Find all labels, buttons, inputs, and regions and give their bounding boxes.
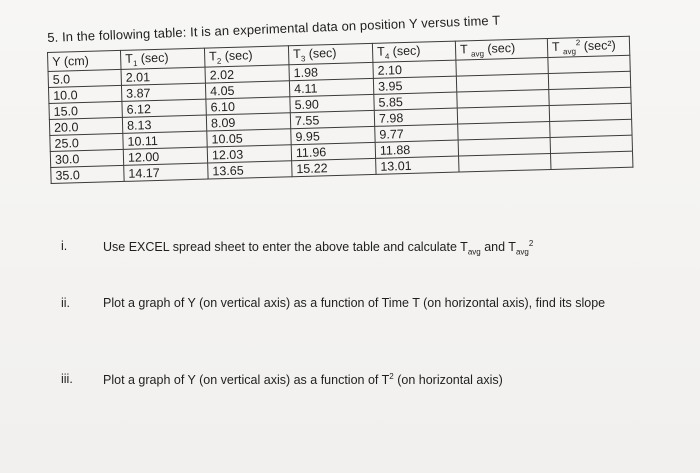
header-subscript: 4 bbox=[384, 51, 390, 61]
header-main: T bbox=[208, 49, 218, 64]
header-main: T bbox=[376, 44, 385, 59]
column-header-3 bbox=[288, 43, 372, 64]
header-unit: (sec) bbox=[483, 40, 516, 56]
table-cell: 3.95 bbox=[373, 76, 456, 94]
table-cell: 15.0 bbox=[49, 101, 122, 119]
table-cell: 1.98 bbox=[289, 62, 373, 80]
table-cell bbox=[459, 153, 551, 172]
header-main: T bbox=[292, 46, 301, 61]
task-number: iii. bbox=[61, 372, 73, 386]
header-unit: (sec) bbox=[137, 50, 169, 66]
table-cell: 3.87 bbox=[121, 83, 205, 101]
table-cell: 9.77 bbox=[375, 124, 458, 142]
table-cell: 13.01 bbox=[376, 156, 459, 174]
task-text: Plot a graph of Y (on vertical axis) as a function of $T^2$ (on horizontal axis) bbox=[103, 372, 503, 388]
header-subscript: avg bbox=[470, 49, 485, 59]
table-cell: 20.0 bbox=[49, 117, 122, 135]
table-cell: 25.0 bbox=[50, 133, 123, 151]
column-header-5 bbox=[455, 39, 547, 61]
table-cell: 13.65 bbox=[208, 161, 292, 179]
table-cell: 9.95 bbox=[291, 126, 375, 144]
table-cell: 2.01 bbox=[121, 67, 205, 85]
header-main: Y (cm) bbox=[52, 53, 90, 69]
column-header-4 bbox=[372, 41, 455, 62]
table-cell: 4.05 bbox=[205, 81, 289, 99]
header-main: T bbox=[125, 51, 134, 66]
header-main: T bbox=[459, 41, 472, 57]
question-heading: 5. In the following table: It is an experimental data on position Y versus time T bbox=[47, 12, 501, 45]
header-unit: (sec²) bbox=[580, 38, 616, 54]
table-cell: 8.09 bbox=[206, 113, 290, 131]
column-header-2 bbox=[204, 46, 288, 67]
table-cell: 6.12 bbox=[122, 99, 206, 117]
header-subscript: avg bbox=[562, 47, 577, 57]
table-cell: 15.22 bbox=[292, 158, 376, 176]
header-superscript: 2 bbox=[575, 38, 581, 48]
table-cell: 5.0 bbox=[48, 69, 121, 87]
table-cell: 5.85 bbox=[374, 92, 457, 110]
data-table-container bbox=[47, 36, 633, 184]
table-body bbox=[48, 55, 633, 183]
table-cell: 10.11 bbox=[123, 131, 207, 149]
column-header-0 bbox=[48, 50, 122, 71]
header-unit: (sec) bbox=[389, 43, 421, 59]
table-cell: 35.0 bbox=[51, 165, 124, 183]
table-cell: 30.0 bbox=[50, 149, 123, 167]
table-cell: 2.10 bbox=[373, 60, 456, 78]
table-cell: 8.13 bbox=[122, 115, 206, 133]
table-cell: 10.05 bbox=[207, 129, 291, 147]
table-cell: 12.00 bbox=[123, 147, 207, 165]
table-cell: 14.17 bbox=[124, 163, 208, 181]
table-cell: 5.90 bbox=[290, 94, 374, 112]
header-unit: (sec) bbox=[221, 48, 253, 63]
table-cell: 6.10 bbox=[206, 97, 290, 115]
table-cell bbox=[551, 151, 633, 169]
table-cell: 4.11 bbox=[289, 78, 373, 96]
column-header-1 bbox=[120, 48, 204, 69]
table-cell: 2.02 bbox=[205, 65, 289, 83]
position-time-table bbox=[47, 36, 633, 184]
task-number: i. bbox=[61, 239, 68, 253]
header-subscript: 2 bbox=[216, 56, 222, 66]
task-text: Plot a graph of Y (on vertical axis) as a function of Time T (on horizontal axis), find its slope bbox=[103, 296, 606, 310]
task-number: ii. bbox=[61, 296, 71, 310]
table-cell: 7.55 bbox=[290, 110, 374, 128]
header-subscript: 3 bbox=[300, 54, 306, 64]
column-header-6 bbox=[547, 36, 629, 57]
header-main: T bbox=[551, 39, 564, 55]
table-cell: 7.98 bbox=[374, 108, 457, 126]
table-cell: 11.88 bbox=[375, 140, 458, 158]
header-unit: (sec) bbox=[305, 45, 337, 61]
header-subscript: 1 bbox=[132, 58, 138, 68]
table-cell: 11.96 bbox=[291, 142, 375, 160]
task-text: Use EXCEL spread sheet to enter the above table and calculate $T_{avg}$ and $T_{avg}^2$ bbox=[103, 239, 534, 257]
table-cell: 10.0 bbox=[48, 85, 121, 103]
table-cell: 12.03 bbox=[207, 145, 291, 163]
